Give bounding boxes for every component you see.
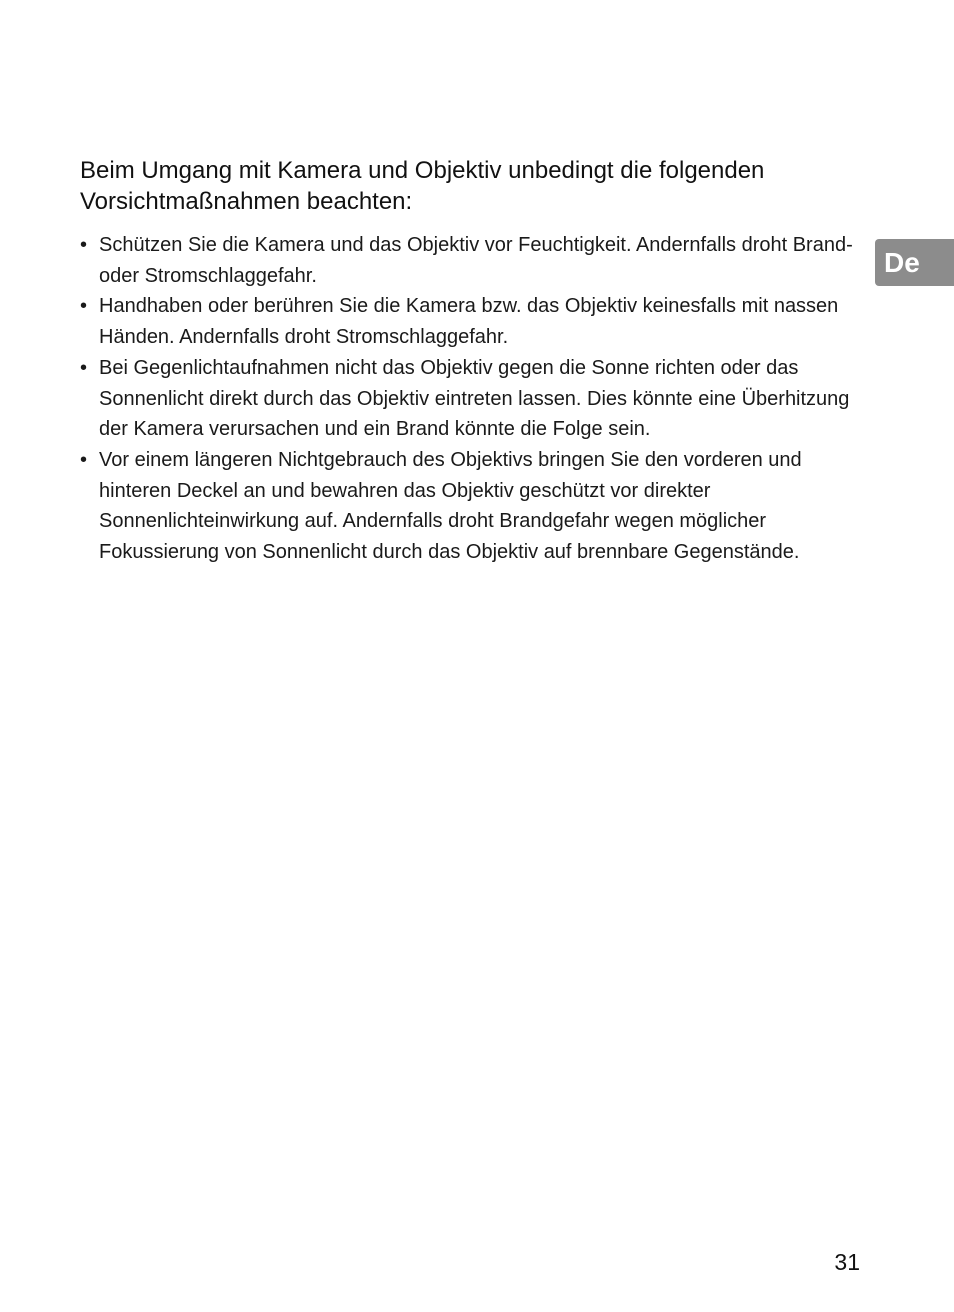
list-item xyxy=(80,291,870,352)
bullet-icon: • xyxy=(80,356,88,379)
bullet-icon: • xyxy=(80,448,88,471)
section-heading: Beim Umgang mit Kamera und Objektiv unbedingt die folgenden Vorsichtmaßnahmen beachten: xyxy=(80,157,765,215)
page-number: 31 xyxy=(834,1249,860,1275)
precautions-list xyxy=(80,230,870,568)
list-item xyxy=(80,445,870,568)
list-item-text: Handhaben oder berühren Sie die Kamera bzw. das Objektiv keinesfalls mit nassen Händen. Andernfalls droht Stromschlaggefahr. xyxy=(99,295,839,349)
list-item xyxy=(80,353,870,445)
bullet-icon: • xyxy=(80,234,88,256)
language-tab: De xyxy=(875,239,954,286)
list-item-text: Bei Gegenlichtaufnahmen nicht das Objektiv gegen die Sonne richten oder das Sonnenlicht direkt durch das Objektiv eintreten lassen. Dies könnte eine Überhitzung der Kamera verursachen und ein Brand könnte die Folge sein. xyxy=(99,356,850,441)
list-item xyxy=(80,230,870,291)
list-item-text: Vor einem längeren Nichtgebrauch des Objektivs bringen Sie den vorderen und hinteren Deckel an und bewahren das Objektiv geschützt vor direkter Sonnenlichteinwirkung auf. Andernfalls droht Brandgefahr wegen möglicher Fokussierung von Sonnenlicht durch das Objektiv auf brennbare Gegenstände. xyxy=(99,448,802,564)
bullet-icon: • xyxy=(80,295,88,318)
list-item-text: Schützen Sie die Kamera und das Objektiv vor Feuchtigkeit. Andernfalls droht Brand- oder Stromschlaggefahr. xyxy=(99,234,853,287)
